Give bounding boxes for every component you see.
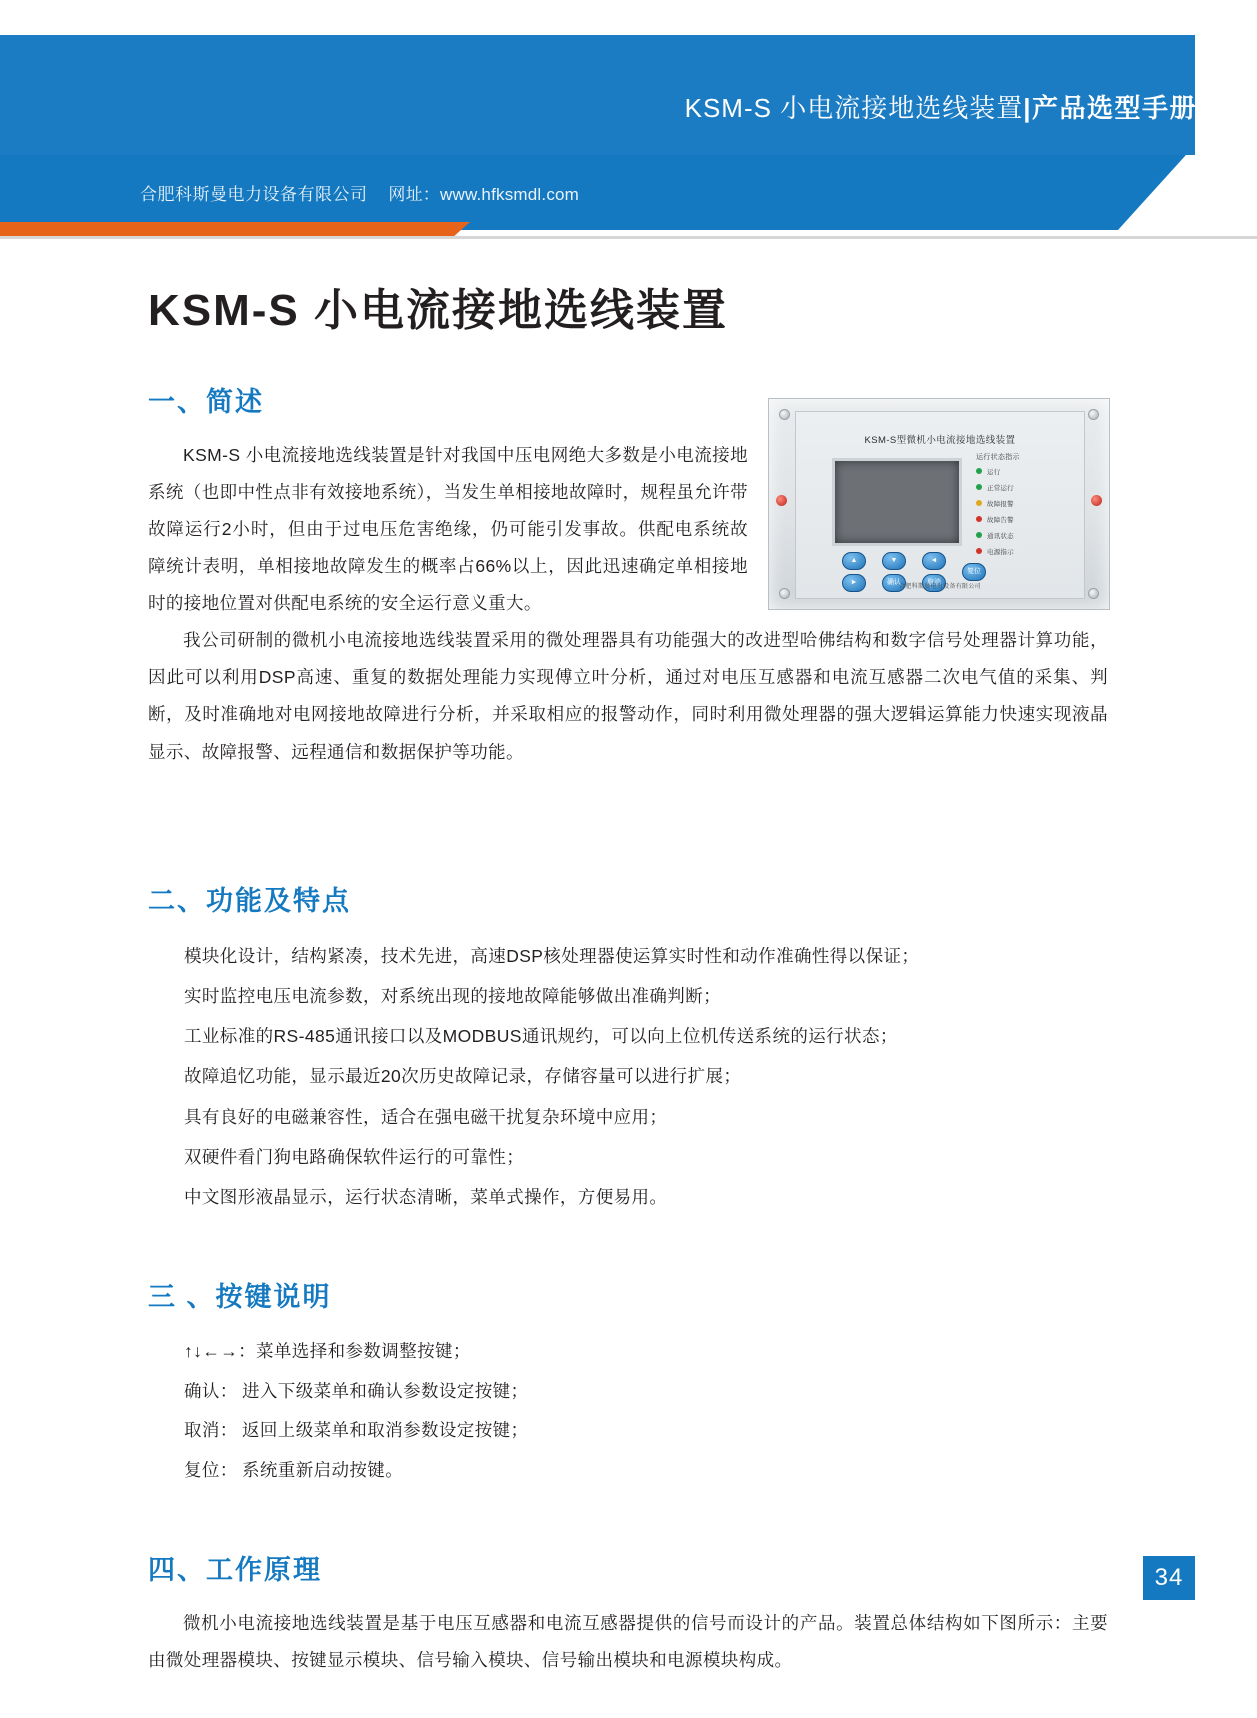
list-item: 工业标准的RS-485通讯接口以及MODBUS通讯规约，可以向上位机传送系统的运行状态； (184, 1026, 898, 1047)
list-item: 模块化设计，结构紧凑，技术先进，高速DSP核处理器使运算实时性和动作准确性得以保证； (184, 945, 920, 966)
key-name: ↑↓←→： (184, 1341, 256, 1362)
list-item: 故障追忆功能，显示最近20次历史故障记录，存储容量可以进行扩展； (184, 1066, 742, 1087)
section-features (148, 879, 1108, 1218)
indicator-lamp-icon (776, 495, 787, 506)
page-header (0, 0, 1257, 255)
led-indicator-icon (976, 500, 982, 506)
device-key-confirm[interactable]: 确认 (882, 574, 906, 592)
device-caption: KSM-S型微机小电流接地选线装置 (864, 434, 1016, 446)
overview-paragraph-1: KSM-S 小电流接地选线装置是针对我国中压电网绝大多数是小电流接地系统（也即中性点非有效接地系统），当发生单相接地故障时，规程虽允许带故障运行2小时，但由于过电压危害绝缘，仍可能引发事故。供配电系统故障统计表明，单相接地故障发生的概率占66%以上，因此迅速确定单相接地时的接地位置对供配电系统的安全运行意义重大。 (148, 444, 748, 614)
key-description-row (148, 1451, 1108, 1490)
device-key-right[interactable]: ► (842, 574, 866, 592)
device-photo (768, 398, 1108, 608)
header-title-divider: | (1023, 93, 1032, 123)
key-desc: 进入下级菜单和确认参数设定按键； (242, 1380, 529, 1401)
section-keys-heading: 三 、按键说明 (148, 1282, 332, 1313)
led-label: 电源指示 (987, 548, 1014, 556)
key-description-row (148, 1411, 1108, 1450)
screw-icon (779, 409, 790, 420)
section-overview (148, 380, 1108, 771)
key-desc: 系统重新启动按键。 (242, 1459, 404, 1480)
led-label: 通讯状态 (987, 532, 1014, 540)
device-key-reset[interactable]: 复位 (962, 563, 986, 581)
section-keys (148, 1275, 1108, 1490)
device-lcd-screen (832, 458, 962, 546)
led-item (976, 499, 1068, 508)
section-principle-heading: 四、工作原理 (148, 1554, 322, 1585)
screw-icon (1088, 409, 1099, 420)
led-indicator-icon (976, 516, 982, 522)
key-desc: 返回上级菜单和取消参数设定按键； (242, 1420, 529, 1441)
led-indicator-icon (976, 532, 982, 538)
section-overview-heading: 一、简述 (148, 386, 264, 417)
spacer (148, 1217, 1108, 1275)
led-label: 运行 (987, 468, 1001, 476)
key-desc: 菜单选择和参数调整按键； (256, 1341, 471, 1362)
led-indicator-icon (976, 468, 982, 474)
key-name: 取消： (184, 1420, 238, 1441)
led-label: 故障告警 (987, 516, 1014, 524)
list-item: 具有良好的电磁兼容性，适合在强电磁干扰复杂环境中应用； (184, 1106, 668, 1127)
led-item (976, 483, 1068, 492)
header-company-line (140, 180, 579, 205)
screw-icon (779, 588, 790, 599)
device-brand-text: 合肥科斯曼电力设备有限公司 (899, 583, 981, 590)
header-grey-rule (0, 236, 1257, 239)
key-description-row (148, 1372, 1108, 1411)
company-website: 网址：www.hfksmdl.com (388, 185, 580, 204)
page-number: 34 (1143, 1556, 1195, 1600)
list-item: 实时监控电压电流参数，对系统出现的接地故障能够做出准确判断； (184, 985, 721, 1006)
header-title (685, 88, 1197, 125)
key-description-row (148, 1332, 1108, 1371)
device-key-left[interactable]: ◄ (922, 552, 946, 570)
company-name: 合肥科斯曼电力设备有限公司 (140, 185, 368, 204)
principle-paragraph-1: 微机小电流接地选线装置是基于电压互感器和电流互感器提供的信号而设计的产品。装置总体结构如下图所示：主要由微处理器模块、按键显示模块、信号输入模块、信号输出模块和电源模块构成。 (148, 1612, 1108, 1670)
screw-icon (1088, 588, 1099, 599)
page-content (148, 285, 1108, 1679)
device-led-panel (976, 452, 1068, 563)
led-label: 故障报警 (987, 500, 1014, 508)
device-panel (768, 398, 1110, 610)
section-principle (148, 1548, 1108, 1679)
key-name: 复位： (184, 1459, 238, 1480)
led-item (976, 531, 1068, 540)
indicator-lamp-icon (1091, 495, 1102, 506)
page-title: KSM-S 小电流接地选线装置 (148, 286, 728, 335)
key-name: 确认： (184, 1380, 238, 1401)
spacer (148, 807, 1108, 879)
spacer (148, 1490, 1108, 1548)
device-led-panel-title: 运行状态指示 (976, 453, 1020, 461)
list-item: 中文图形液晶显示，运行状态清晰，菜单式操作，方便易用。 (184, 1187, 668, 1208)
device-key-up[interactable]: ▲ (842, 552, 866, 570)
led-indicator-icon (976, 484, 982, 490)
overview-paragraph-2: 我公司研制的微机小电流接地选线装置采用的微处理器具有功能强大的改进型哈佛结构和数字信号处理器计算功能，因此可以利用DSP高速、重复的数据处理能力实现傅立叶分析，通过对电压互感器和电流互感器二次电气值的采集、判断，及时准确地对电网接地故障进行分析，并采取相应的报警动作，同时利用微处理器的强大逻辑运算能力快速实现液晶显示、故障报警、远程通信和数据保护等功能。 (148, 630, 1108, 762)
device-key-down[interactable]: ▼ (882, 552, 906, 570)
led-item (976, 467, 1068, 476)
section-features-heading: 二、功能及特点 (148, 885, 351, 916)
list-item: 双硬件看门狗电路确保软件运行的可靠性； (184, 1146, 525, 1167)
header-title-main: KSM-S 小电流接地选线装置 (684, 93, 1024, 123)
device-key-cancel[interactable]: 取消 (922, 574, 946, 592)
led-item (976, 515, 1068, 524)
led-label: 正常运行 (987, 484, 1014, 492)
device-faceplate (795, 411, 1085, 599)
features-list (148, 936, 1108, 1218)
header-title-bold: 产品选型手册 (1031, 93, 1197, 123)
